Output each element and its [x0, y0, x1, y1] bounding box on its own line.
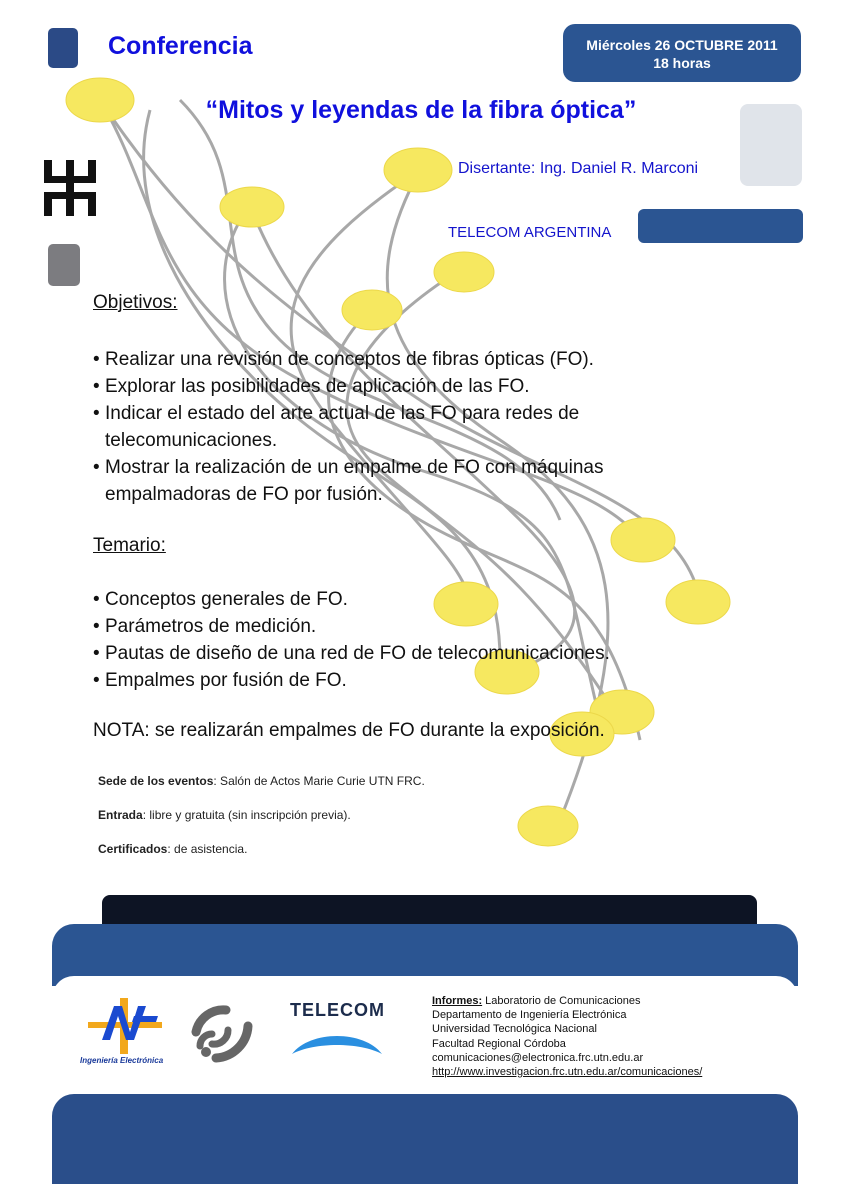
list-item: • Indicar el estado del arte actual de las FO para redes de — [93, 400, 603, 427]
telecom-logo-text: TELECOM — [290, 1000, 385, 1020]
list-item-continuation: empalmadoras de FO por fusión. — [105, 484, 383, 505]
informes-label: Informes: — [432, 995, 483, 1007]
list-item: • Pautas de diseño de una red de FO de telecomunicaciones. — [93, 640, 610, 667]
decorative-grey-panel — [740, 104, 802, 186]
contact-lab-line — [432, 994, 702, 1008]
decorative-blue-bar — [638, 209, 803, 243]
ingenieria-electronica-logo-icon — [84, 996, 166, 1058]
entry-label: Entrada — [98, 808, 143, 822]
list-item-continuation: telecomunicaciones. — [105, 430, 278, 451]
entry-value: : libre y gratuita (sin inscripción previa). — [142, 808, 351, 822]
event-date-badge — [563, 24, 801, 82]
venue-value: : Salón de Actos Marie Curie UTN FRC. — [213, 774, 425, 788]
list-item: • Realizar una revisión de conceptos de fibras ópticas (FO). — [93, 346, 603, 373]
certificate-value: : de asistencia. — [167, 842, 248, 856]
contact-faculty: Facultad Regional Córdoba — [432, 1037, 566, 1050]
footer-bottom-band — [52, 1094, 798, 1184]
decorative-square-grey — [48, 244, 80, 286]
conference-title: “Mitos y leyendas de la fibra óptica” — [205, 96, 637, 124]
venue-line — [98, 774, 425, 788]
contact-lab: Laboratorio de Comunicaciones — [482, 995, 641, 1007]
certificate-label: Certificados — [98, 842, 168, 856]
speaker-name: Disertante: Ing. Daniel R. Marconi — [458, 160, 699, 177]
utn-logo-icon — [42, 158, 98, 218]
temario-heading: Temario: — [93, 535, 166, 556]
venue-label: Sede de los eventos — [98, 774, 214, 788]
list-item: • Empalmes por fusión de FO. — [93, 667, 610, 694]
ingenieria-electronica-logo-text: Ingeniería Electrónica — [80, 1056, 164, 1065]
list-item: • Conceptos generales de FO. — [93, 586, 610, 613]
event-date: Miércoles 26 OCTUBRE 2011 — [586, 37, 778, 53]
list-item: • Explorar las posibilidades de aplicación de las FO. — [93, 373, 603, 400]
contact-info — [432, 994, 702, 1079]
wireless-signal-icon — [186, 996, 264, 1066]
list-item: • Parámetros de medición. — [93, 613, 610, 640]
event-time: 18 horas — [653, 55, 711, 71]
contact-email-link[interactable]: comunicaciones@electronica.frc.utn.edu.ar — [432, 1051, 644, 1064]
certificate-line — [98, 842, 247, 856]
contact-university: Universidad Tecnológica Nacional — [432, 1023, 597, 1036]
list-item: • Mostrar la realización de un empalme de FO con máquinas — [93, 454, 603, 481]
objetivos-heading: Objetivos: — [93, 292, 178, 313]
speaker-company: TELECOM ARGENTINA — [448, 224, 612, 241]
entry-line — [98, 808, 351, 822]
objetivos-list — [93, 346, 603, 508]
contact-department: Departamento de Ingeniería Electrónica — [432, 1009, 627, 1022]
telecom-logo-swoosh-icon — [290, 1028, 384, 1056]
conference-label: Conferencia — [108, 32, 253, 60]
note-text: NOTA: se realizarán empalmes de FO durante la exposición. — [93, 720, 605, 741]
temario-list — [93, 586, 610, 694]
decorative-square-blue — [48, 28, 78, 68]
contact-url-link[interactable]: http://www.investigacion.frc.utn.edu.ar/comunicaciones/ — [432, 1066, 703, 1079]
